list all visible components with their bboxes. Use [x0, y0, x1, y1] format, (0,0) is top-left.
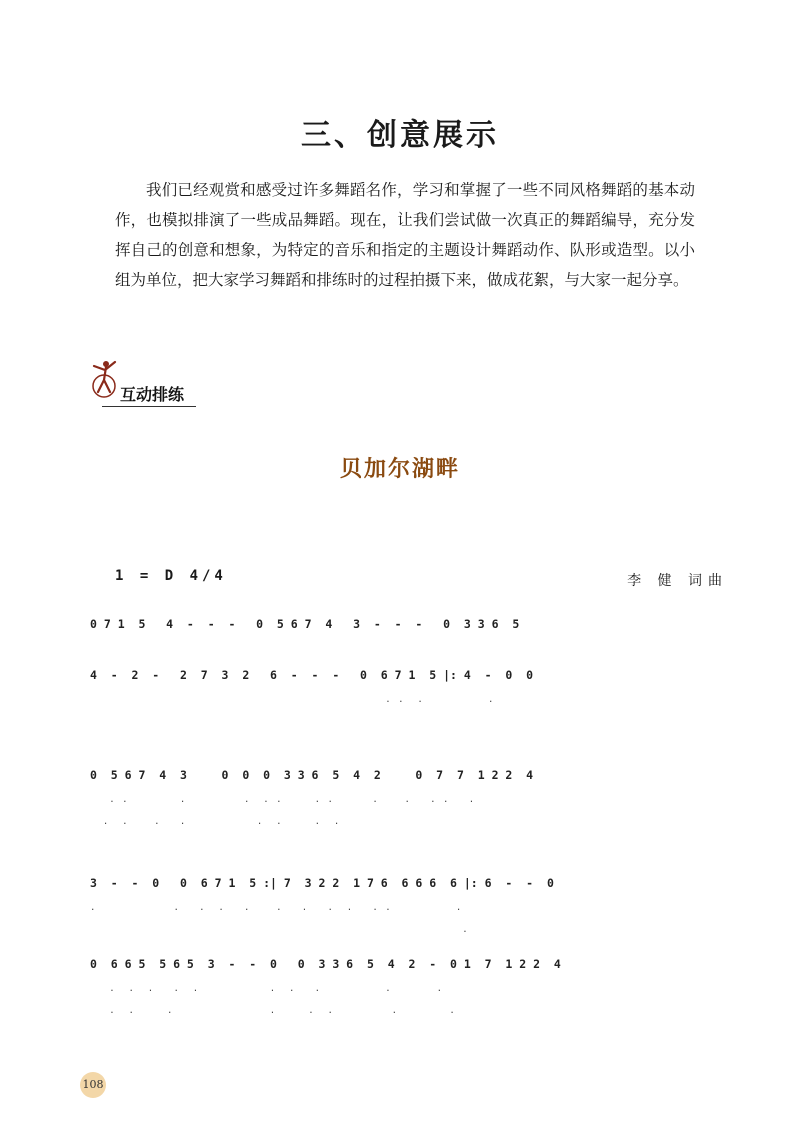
page-number: 108: [80, 1072, 106, 1098]
score-dots-3b: . . . . . . . .: [90, 817, 495, 827]
badge-underline: [102, 406, 196, 407]
score-dots-5a: . . . . . . . . . .: [90, 984, 444, 994]
score-line-5: 0 6 6 5 5 6 5 3 - - 0 0 3 3 6 5 4 2 - 0 1 7 1 2 2 4: [90, 957, 561, 971]
score-dots-4a: . . . . . . . . . . . .: [90, 903, 463, 913]
score-dots-4b: .: [90, 925, 469, 935]
activity-label: 互动排练: [120, 385, 185, 404]
section-title: 三、创意展示: [301, 118, 499, 153]
score-line-3: 0 5 6 7 4 3 0 0 0 3 3 6 5 4 2 0 7 7 1 2 2 4: [90, 768, 534, 782]
song-credit: 李 健 词曲: [627, 573, 728, 589]
score-line-4: 3 - - 0 0 6 7 1 5 :| 7 3 2 2 1 7 6 6 6 6 6 |: 6 - - 0: [90, 876, 554, 890]
score-line-1: 0 7 1 5 4 - - - 0 5 6 7 4 3 - - - 0 3 3 6 5: [90, 617, 520, 631]
score-dots-5b: . . . . . . . .: [90, 1006, 456, 1016]
score-dots-3a: . . . . . . . . . . . . .: [90, 795, 476, 805]
score-dots-2: . . . .: [90, 695, 495, 705]
score-line-2: 4 - 2 - 2 7 3 2 6 - - - 0 6 7 1 5 |: 4 - 0 0: [90, 668, 534, 682]
dancer-icon: [88, 358, 120, 406]
intro-paragraph: 我们已经观赏和感受过许多舞蹈名作，学习和掌握了一些不同风格舞蹈的基本动作，也模拟排演了一些成品舞蹈。现在，让我们尝试做一次真正的舞蹈编导，充分发挥自己的创意和想象，为特定的音乐和指定的主题设计舞蹈动作、队形或造型。以小组为单位，把大家学习舞蹈和排练时的过程拍摄下来，做成花絮，与大家一起分享。: [115, 181, 695, 289]
song-key: 1 = D 4/4: [115, 568, 227, 584]
song-title: 贝加尔湖畔: [339, 456, 460, 482]
activity-badge: [88, 358, 208, 408]
